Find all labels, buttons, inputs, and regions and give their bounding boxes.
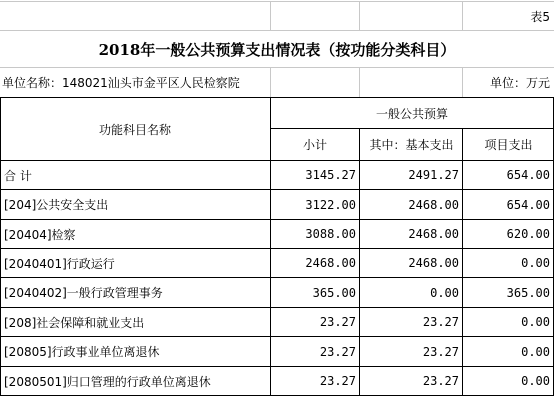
unit-name: 单位名称：148021汕头市金平区人民检察院 (2, 76, 240, 90)
table-border (0, 97, 1, 396)
row-subtotal: 23.27 (319, 374, 356, 388)
table-border (0, 366, 554, 367)
row-name: [204]公共安全支出 (4, 198, 109, 212)
row-name: [20404]检察 (4, 227, 76, 242)
table-number: 表5 (530, 9, 550, 24)
row-basic: 0.00 (430, 285, 459, 300)
grid-line (270, 1, 271, 30)
row-subtotal: 23.27 (319, 344, 356, 359)
table-border (0, 97, 554, 98)
row-name: 合 计 (4, 168, 32, 183)
row-subtotal: 2468.00 (305, 256, 356, 270)
table-border (0, 160, 554, 161)
table-border (270, 97, 271, 396)
table-border (0, 219, 554, 220)
row-subtotal: 3122.00 (305, 197, 356, 212)
row-subtotal: 3088.00 (305, 227, 356, 241)
table-border (0, 277, 554, 278)
row-basic: 2491.27 (408, 168, 459, 182)
grid-line (270, 68, 271, 97)
row-name: [20805]行政事业单位离退休 (4, 345, 160, 359)
row-project: 654.00 (506, 168, 550, 182)
category-header: 功能科目名称 (98, 122, 171, 137)
table-border (270, 128, 554, 129)
subtotal-header: 小计 (302, 138, 327, 152)
row-subtotal: 23.27 (319, 315, 356, 329)
table-border (0, 248, 554, 249)
row-project: 620.00 (506, 227, 550, 241)
report-title: 2018年一般公共预算支出情况表（按功能分类科目） (98, 40, 456, 59)
grid-line (359, 1, 360, 30)
row-name: [2080501]归口管理的行政单位离退休 (4, 374, 211, 389)
row-subtotal: 365.00 (312, 285, 356, 300)
table-border (0, 395, 554, 396)
row-name: [2040401]行政运行 (4, 256, 115, 271)
table-border (359, 128, 360, 396)
table-border (462, 128, 463, 396)
row-project: 0.00 (521, 344, 550, 359)
row-basic: 23.27 (422, 374, 459, 388)
row-subtotal: 3145.27 (305, 168, 356, 182)
row-project: 0.00 (521, 315, 550, 329)
grid-line (359, 68, 360, 97)
row-basic: 23.27 (422, 344, 459, 359)
basic-header: 其中：基本支出 (369, 138, 454, 152)
row-project: 0.00 (521, 374, 550, 388)
row-project: 0.00 (521, 256, 550, 270)
table-border (0, 189, 554, 190)
budget-group-header: 一般公共预算 (375, 107, 448, 121)
row-basic: 2468.00 (408, 227, 459, 241)
row-basic: 2468.00 (408, 256, 459, 270)
row-name: [2040402]一般行政管理事务 (4, 286, 163, 300)
row-project: 365.00 (506, 285, 550, 300)
row-name: [208]社会保障和就业支出 (4, 315, 145, 330)
table-border (0, 336, 554, 337)
row-project: 654.00 (506, 197, 550, 212)
table-border (0, 307, 554, 308)
row-basic: 2468.00 (408, 197, 459, 212)
unit-label: 单位：万元 (489, 76, 550, 90)
row-basic: 23.27 (422, 315, 459, 329)
project-header: 项目支出 (484, 138, 533, 152)
